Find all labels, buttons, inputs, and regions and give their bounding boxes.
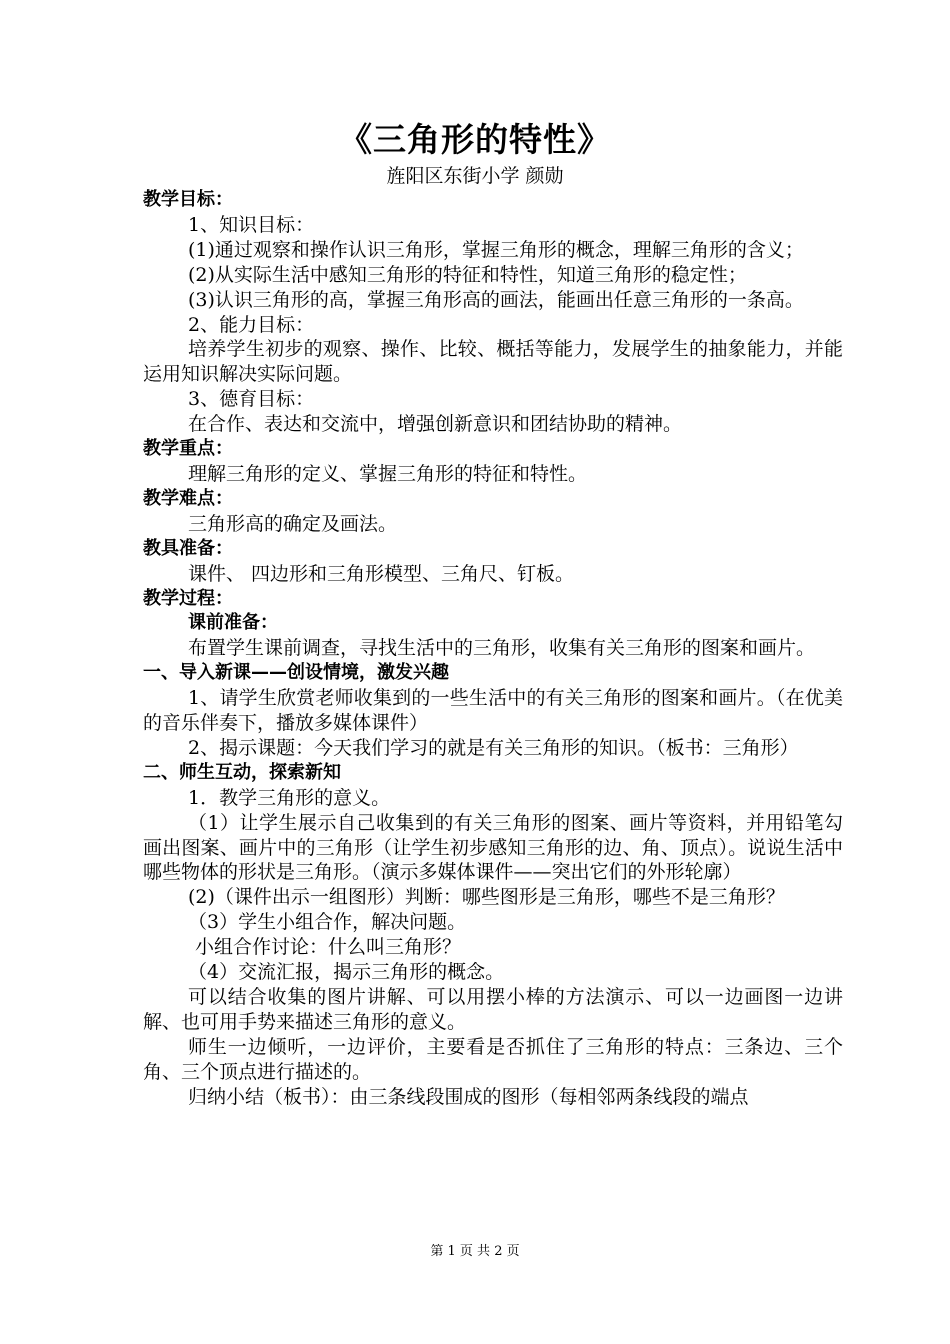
paragraph: 布置学生课前调查，寻找生活中的三角形，收集有关三角形的图案和画片。	[188, 637, 816, 660]
paragraph: 课件、 四边形和三角形模型、三角尺、钉板。	[188, 562, 575, 585]
paragraph: 2、能力目标：	[188, 313, 315, 336]
section-heading: 教学过程：	[143, 587, 233, 609]
paragraph: (2)从实际生活中感知三角形的特征和特性，知道三角形的稳定性；	[188, 263, 747, 286]
section-heading: 教学重点：	[143, 438, 233, 460]
section-heading: 课前准备：	[188, 612, 278, 634]
paragraph: 师生一边倾听，一边评价，主要看是否抓住了三角形的特点：三条边、三个角、三个顶点进行描述的。	[143, 1035, 843, 1083]
document-body	[143, 188, 843, 1110]
paragraph: 三角形高的确定及画法。	[188, 512, 398, 535]
paragraph: (2)（课件出示一组图形）判断：哪些图形是三角形，哪些不是三角形？	[188, 886, 785, 909]
paragraph: （4）交流汇报，揭示三角形的概念。	[188, 961, 505, 984]
paragraph: 可以结合收集的图片讲解、可以用摆小棒的方法演示、可以一边画图一边讲解、也可用手势来描述三角形的意义。	[143, 986, 843, 1033]
author-line: 旌阳区东街小学 颜勋	[386, 165, 564, 187]
paragraph: 3、德育目标：	[188, 388, 315, 411]
page-footer: 第 1 页 共 2 页	[430, 1244, 520, 1259]
paragraph: 在合作、表达和交流中，增强创新意识和团结协助的精神。	[188, 413, 683, 436]
document-title: 《三角形的特性》	[339, 120, 611, 159]
paragraph: 理解三角形的定义、掌握三角形的特征和特性。	[188, 462, 588, 485]
paragraph: 归纳小结（板书）：由三条线段围成的图形（每相邻两条线段的端点	[188, 1085, 749, 1108]
paragraph: 1．教学三角形的意义。	[188, 786, 391, 809]
paragraph: 1、请学生欣赏老师收集到的一些生活中的有关三角形的图案和画片。（在优美的音乐伴奏下，播放多媒体课件）	[143, 687, 843, 735]
section-heading: 教学难点：	[143, 487, 233, 509]
paragraph: (1)通过观察和操作认识三角形，掌握三角形的概念，理解三角形的含义；	[188, 238, 804, 261]
section-heading: 一、导入新课——创设情境，激发兴趣	[143, 662, 449, 684]
paragraph: 小组合作讨论：什么叫三角形？	[195, 936, 462, 959]
section-heading: 二、师生互动，探索新知	[143, 761, 341, 783]
paragraph: （3）学生小组合作，解决问题。	[188, 911, 467, 934]
paragraph: (3)认识三角形的高，掌握三角形高的画法，能画出任意三角形的一条高。	[188, 288, 804, 311]
section-heading: 教学目标：	[143, 189, 233, 210]
section-heading: 教具准备：	[143, 537, 233, 559]
paragraph: 1、知识目标：	[188, 213, 315, 236]
paragraph: 2、揭示课题：今天我们学习的就是有关三角形的知识。（板书：三角形）	[188, 736, 799, 759]
paragraph: （1）让学生展示自己收集到的有关三角形的图案、画片等资料，并用铅笔勾画出图案、画片中的三角形（让学生初步感知三角形的边、角、顶点）。说说生活中哪些物体的形状是三角形。（演示多媒体课件——突出它们的外形轮廓）	[143, 811, 843, 884]
paragraph: 培养学生初步的观察、操作、比较、概括等能力，发展学生的抽象能力，并能运用知识解决实际问题。	[143, 338, 843, 386]
